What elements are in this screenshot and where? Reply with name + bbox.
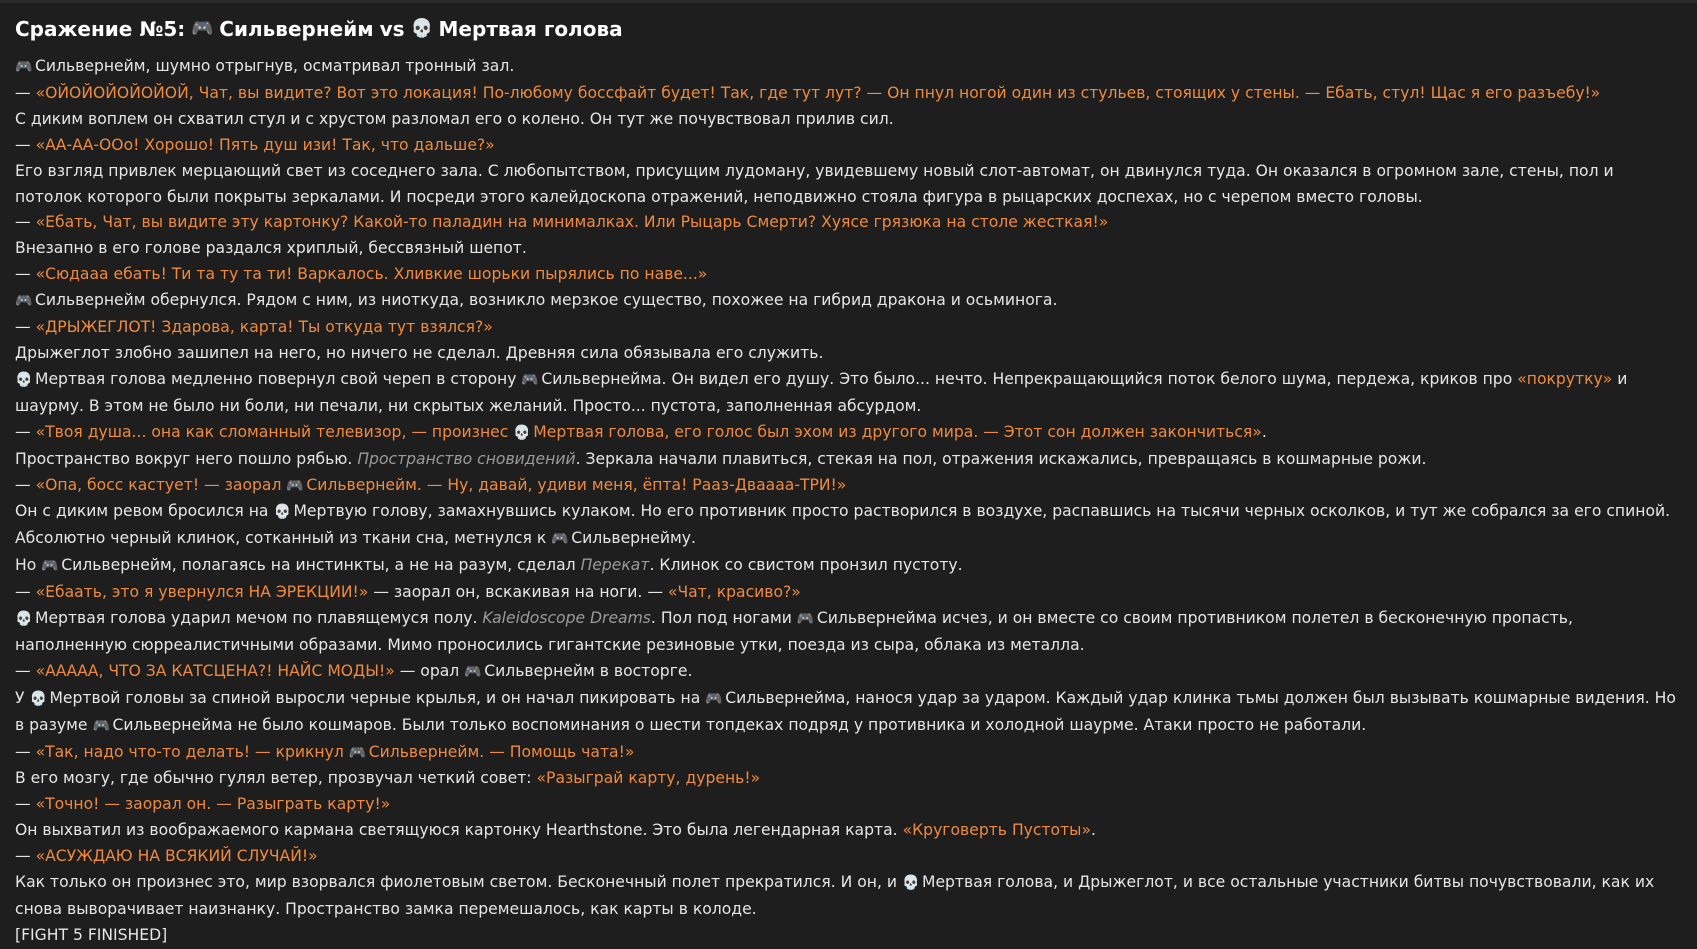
quote-text: «покрутку» — [1517, 369, 1613, 388]
narration-text: — — [15, 475, 36, 494]
skull-icon: 💀 — [513, 424, 531, 441]
narration-text: Сильвернейма, нанося удар за ударом. Каждый удар клинка тьмы должен был вызывать кошмарные видения. Но в разуме — [15, 688, 1676, 734]
narration-text: — — [15, 661, 36, 680]
story-line — [15, 606, 1683, 659]
italic-term: Перекат — [580, 556, 650, 575]
skull-icon: 💀 — [273, 504, 291, 521]
gamepad-icon: 🎮 — [15, 293, 33, 310]
narration-text: Мертвой головы за спиной выросли черные крылья, и он начал пикировать на — [49, 688, 706, 707]
narration-text: Дрыжеглот злобно зашипел на него, но ничего не сделал. Древняя сила обязывала его служить. — [15, 343, 824, 362]
story-line — [15, 659, 1683, 686]
top-edge — [0, 0, 1697, 3]
narration-text: Мертвая голова медленно повернул свой череп в сторону — [35, 369, 522, 388]
story-line — [15, 844, 1683, 870]
quote-text: «АСУЖДАЮ НА ВСЯКИЙ СЛУЧАЙ!» — [35, 847, 318, 866]
quote-text: «Точно! — заорал он. — Разыграть карту!» — [35, 795, 391, 814]
narration-text: Сильвернейму. — [571, 529, 696, 548]
gamepad-icon: 🎮 — [521, 371, 539, 388]
narration-text: — — [15, 422, 36, 441]
quote-text: «ДРЫЖЕГЛОТ! Здарова, карта! Ты откуда тут взялся?» — [35, 318, 493, 337]
story-line — [15, 288, 1683, 315]
quote-text: «Ебаать, это я увернулся НА ЭРЕКЦИИ!» — [35, 583, 369, 602]
narration-text: Мертвая голова, и Дрыжеглот, и все остальные участники битвы почувствовали, как их снова выворачивает наизнанку. Пространство замка перемешалось, как карты в колоде. — [15, 873, 1655, 918]
gamepad-icon: 🎮 — [41, 558, 59, 575]
story-line — [15, 499, 1683, 553]
story-line — [15, 54, 1683, 81]
narration-text: . — [1261, 422, 1267, 441]
story-line — [15, 420, 1683, 447]
narration-text: В его мозгу, где обычно гулял ветер, прозвучал четкий совет: — [15, 769, 537, 788]
quote-text: «Твоя душа... она как сломанный телевизор, — произнес — [35, 422, 514, 441]
gamepad-icon: 🎮 — [92, 717, 110, 734]
story-body — [15, 54, 1683, 949]
quote-text: Сильвернейм. — Ну, давай, удиви меня, ёпта! Рааз-Дваааа-ТРИ!» — [306, 475, 847, 494]
narration-text: . — [1091, 821, 1097, 840]
quote-text: «АА-АА-ООо! Хорошо! Пять душ изи! Так, что дальше?» — [35, 135, 495, 154]
title-vs: vs — [379, 17, 405, 41]
narration-text: Его взгляд привлек мерцающий свет из соседнего зала. С любопытством, присущим лудоману, увидевшему новый слот-автомат, он двинулся туда. Он оказался в огромном зале, стены, пол и потолок которого были покрыты зеркалами. И посреди этого калейдоскопа отражений, неподвижно стояла фигура в рыцарских доспехах, но с черепом вместо головы. — [15, 161, 1614, 206]
story-line — [15, 473, 1683, 500]
narration-text: — — [15, 265, 36, 284]
quote-text: «Так, надо что-то делать! — крикнул — [35, 742, 349, 761]
narration-text: — — [15, 213, 36, 232]
narration-text: Мертвую голову, замахнувшись кулаком. Но его противник просто растворился в воздухе, распавшись на тысячи черных осколков, и тут же собрался за его спиной. Абсолютно черный клинок, сотканный из ткани сна, метнулся к — [15, 502, 1671, 548]
narration-text: . Пол под ногами — [650, 609, 797, 628]
story-line — [15, 686, 1683, 740]
italic-term: Kaleidoscope Dreams — [482, 609, 651, 628]
story-line — [15, 262, 1683, 288]
narration-text: Сильвернейм, полагаясь на инстинкты, а не на разум, сделал — [61, 556, 581, 575]
gamepad-icon: 🎮 — [15, 59, 33, 75]
narration-text: . Зеркала начали плавиться, стекая на пол, отражения искажались, превращаясь в кошмарные рожи. — [575, 449, 1427, 468]
gamepad-icon: 🎮 — [348, 744, 367, 761]
italic-term: Пространство сновидений — [357, 449, 576, 468]
gamepad-icon: 🎮 — [551, 531, 569, 548]
narration-text: — — [15, 795, 36, 814]
quote-text: Сильвернейм. — Помощь чата!» — [368, 742, 635, 761]
narration-text: У — [15, 688, 30, 707]
skull-icon: 💀 — [410, 18, 433, 39]
story-line — [15, 315, 1683, 341]
quote-text: «Сюдааа ебать! Ти та ту та ти! Варкалось. Хливкие шорьки пырялись по наве...» — [35, 265, 708, 284]
narration-text: Но — [15, 556, 42, 575]
story-line — [15, 236, 1683, 262]
narration-text: и шаурму. В этом не было ни боли, ни печали, ни скрытых желаний. Просто... пустота, заполненная абсурдом. — [15, 369, 1628, 415]
story-line — [15, 159, 1683, 211]
narration-text: Сильвернейма. Он видел его душу. Это было... нечто. Непрекращающийся поток белого шума, пердежа, криков про — [541, 369, 1518, 388]
narration-text: Он с диким ревом бросился на — [15, 502, 274, 521]
narration-text: Мертвая голова ударил мечом по плавящемуся полу. — [35, 609, 483, 628]
gamepad-icon: 🎮 — [464, 663, 482, 680]
narration-text: — — [15, 318, 36, 337]
narration-text: — орал — [394, 661, 465, 680]
narration-text: Как только он произнес это, мир взорвался фиолетовым светом. Бесконечный полет прекратился. И он, и — [15, 873, 902, 892]
story-line — [15, 81, 1683, 107]
quote-text: «ОЙОЙОЙОЙОЙОЙ, Чат, вы видите? Вот это локация! По-любому боссфайт будет! Так, где тут лут? — Он пнул ногой один из стульев, стоящих у стены. — Ебать, стул! Щас я его разъебу!» — [35, 83, 1601, 102]
story-line — [15, 766, 1683, 792]
story-line — [15, 870, 1683, 923]
narration-text: [FIGHT 5 FINISHED] — [15, 925, 168, 944]
quote-text: «Опа, босс кастует! — заорал — [35, 475, 287, 494]
story-line — [15, 447, 1683, 473]
quote-text: «Круговерть Пустоты» — [902, 821, 1092, 840]
story-line — [15, 341, 1683, 367]
gamepad-icon: 🎮 — [286, 477, 304, 494]
narration-text: Сильвернейма исчез, и он вместе со своим противником полетел в бесконечную пропасть, наполненную сюрреалистичными образами. Мимо проносились гигантские резиновые утки, поезда из сыра, облака из металла. — [15, 609, 1573, 654]
skull-icon: 💀 — [15, 371, 33, 388]
gamepad-icon: 🎮 — [191, 18, 214, 39]
page-title — [15, 14, 1683, 44]
story-line — [15, 367, 1683, 420]
narration-text: С диким воплем он схватил стул и с хрустом разломал его о колено. Он тут же почувствовал прилив сил. — [15, 109, 894, 128]
quote-text: «Разыграй карту, дурень!» — [536, 769, 761, 788]
skull-icon: 💀 — [29, 690, 47, 707]
narration-text: Он выхватил из воображаемого кармана светящуюся картонку Hearthstone. Это была легендарная карта. — [15, 821, 903, 840]
narration-text: Пространство вокруг него пошло рябью. — [15, 449, 358, 468]
story-line — [15, 792, 1683, 818]
story-line — [15, 923, 1683, 949]
narration-text: — заорал он, вскакивая на ноги. — — [368, 583, 668, 602]
narration-text: Сильвернейм, шумно отрыгнув, осматривал тронный зал. — [35, 57, 515, 75]
title-fighter-2: Мертвая голова — [438, 17, 623, 41]
quote-text: Мертвая голова, его голос был эхом из другого мира. — Этот сон должен закончиться» — [533, 422, 1262, 441]
quote-text: «Чат, красиво?» — [667, 583, 801, 602]
title-prefix: Сражение №5: — [15, 17, 186, 41]
gamepad-icon: 🎮 — [705, 690, 723, 707]
quote-text: «ААААА, ЧТО ЗА КАТСЦЕНА?! НАЙС МОДЫ!» — [35, 661, 395, 680]
skull-icon: 💀 — [901, 875, 920, 892]
story-line — [15, 818, 1683, 844]
skull-icon: 💀 — [15, 611, 33, 628]
story-line — [15, 133, 1683, 159]
narration-text: — — [15, 742, 36, 761]
gamepad-icon: 🎮 — [796, 611, 815, 628]
story-line — [15, 553, 1683, 580]
narration-text: — — [15, 135, 36, 154]
narration-text: Внезапно в его голове раздался хриплый, бессвязный шепот. — [15, 239, 527, 258]
title-fighter-1: Сильвернейм — [219, 17, 374, 41]
narration-text: — — [15, 83, 36, 102]
story-line — [15, 580, 1683, 606]
narration-text: Сильвернейма не было кошмаров. Были только воспоминания о шести топдеках подряд у противника и холодной шаурме. Атаки просто не работали. — [112, 715, 1367, 734]
narration-text: — — [15, 583, 36, 602]
story-line — [15, 107, 1683, 133]
narration-text: Сильвернейм обернулся. Рядом с ним, из ниоткуда, возникло мерзкое существо, похожее на гибрид дракона и осьминога. — [35, 291, 1058, 310]
story-line — [15, 740, 1683, 767]
narration-text: Сильвернейм в восторге. — [484, 661, 693, 680]
quote-text: «Ебать, Чат, вы видите эту картонку? Какой-то паладин на минималках. Или Рыцарь Смерти? Хуясе грязюка на столе жесткая!» — [35, 213, 1109, 232]
narration-text: . Клинок со свистом пронзил пустоту. — [649, 556, 963, 575]
story-line — [15, 210, 1683, 236]
narration-text: — — [15, 847, 36, 866]
